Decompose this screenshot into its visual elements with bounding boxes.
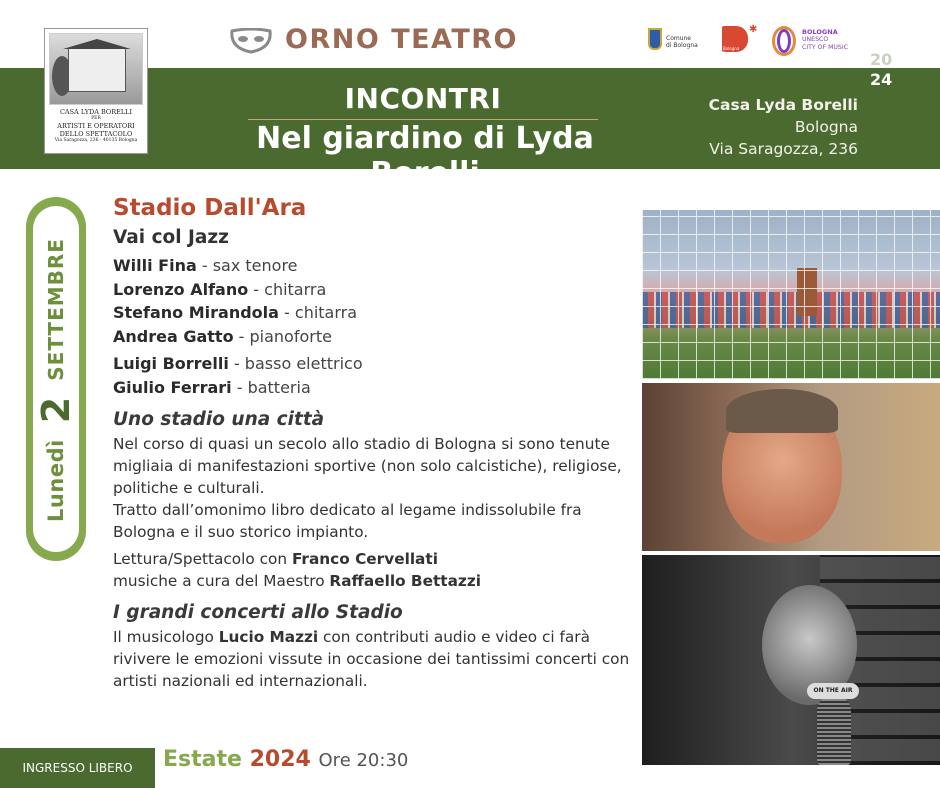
- date-number: 2: [34, 396, 78, 424]
- date-day: Lunedì: [44, 439, 68, 522]
- show-title: Vai col Jazz: [113, 227, 229, 248]
- list-item: Andrea Gatto - pianoforte: [113, 326, 332, 346]
- date-month: SETTEMBRE: [44, 238, 68, 381]
- event-time: Ore 20:30: [318, 750, 409, 771]
- portrait-photo: [642, 383, 940, 551]
- stadium-photo: [642, 210, 940, 379]
- musicologist-photo: ON THE AIR: [642, 555, 940, 765]
- season-label: Estate: [163, 747, 242, 772]
- players-list: [113, 254, 633, 399]
- banner-subtitle: Nel giardino di Lyda Borelli: [256, 121, 594, 191]
- list-item: Stefano Mirandola - chitarra: [113, 303, 358, 322]
- free-entry-badge: INGRESSO LIBERO: [0, 748, 155, 788]
- venue-info: [709, 94, 858, 160]
- section-title: Uno stadio una città: [113, 409, 325, 430]
- section-text-2: Tratto dall’omonimo libro dedicato al legame indissolubile fra Bologna e il suo storico impianto.: [113, 501, 582, 541]
- theatre-mask-icon: [230, 28, 272, 54]
- season-info: [163, 744, 408, 777]
- event-details: [113, 192, 633, 692]
- logo-text: CASA LYDA BORELLI PER ARTISTI E OPERATORI DELLO SPETTACOLO Via Saragozza, 236 - 40135 Bologna: [54, 108, 138, 143]
- list-item: Giulio Ferrari - batteria: [113, 377, 311, 397]
- event-date: [34, 238, 78, 522]
- comune-di-bologna-logo: Comune di Bologna: [648, 28, 708, 54]
- unesco-city-of-music-logo: BOLOGNA UNESCO CITY OF MUSIC: [772, 26, 862, 58]
- section-text: Nel corso di quasi un secolo allo stadio di Bologna si sono tenute migliaia di manifestazioni sportive (non solo calcistiche), religiose, politiche e culturali.: [113, 435, 622, 497]
- bologna-estate-logo: Bologna Estate ✱: [723, 24, 758, 56]
- list-item: Luigi Borrelli - basso elettrico: [113, 354, 363, 373]
- music-credit: musiche a cura del Maestro Raffaello Bettazzi: [113, 572, 481, 590]
- venue-city: Bologna: [794, 118, 858, 136]
- list-item: Willi Fina - sax tenore: [113, 256, 298, 275]
- section-text-3: Il musicologo Lucio Mazzi con contributi audio e video ci farà rivivere le emozioni vissute in occasione dei tantissimi concerti con artisti nazionali ed internazionali.: [113, 628, 630, 690]
- casa-lyda-borelli-logo: [44, 28, 148, 154]
- banner-divider: [248, 119, 598, 120]
- star-icon: ✱: [749, 24, 758, 35]
- event-location: Stadio Dall'Ara: [113, 195, 307, 221]
- crest-icon: [648, 28, 662, 50]
- list-item: Lorenzo Alfano - chitarra: [113, 279, 327, 299]
- building-illustration: [49, 33, 143, 105]
- brand-title: ORNO TEATRO: [285, 24, 519, 55]
- reading-credit: Lettura/Spettacolo con Franco Cervellati: [113, 550, 438, 568]
- venue-name: Casa Lyda Borelli: [708, 96, 858, 114]
- section-title-2: I grandi concerti allo Stadio: [113, 602, 403, 623]
- venue-address: Via Saragozza, 236: [709, 140, 858, 158]
- year-badge: 20 24: [870, 50, 893, 89]
- season-year: 2024: [249, 747, 311, 772]
- banner-title: INCONTRI: [344, 82, 502, 115]
